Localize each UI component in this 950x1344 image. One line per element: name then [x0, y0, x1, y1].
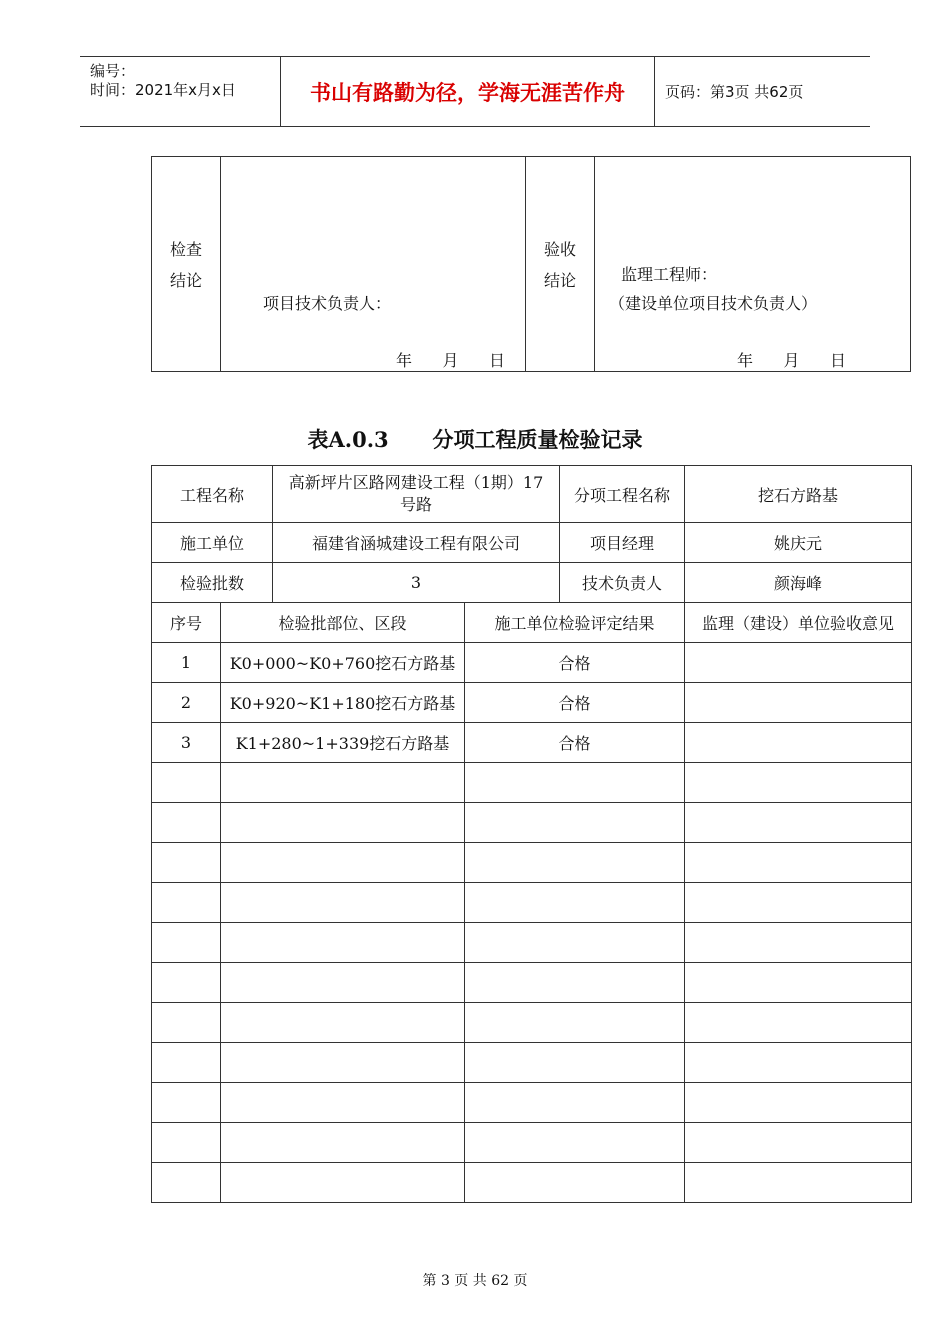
empty-cell — [465, 1003, 685, 1043]
empty-cell — [685, 1083, 912, 1123]
empty-cell — [221, 843, 465, 883]
empty-cell — [465, 1123, 685, 1163]
form-title: 表A.0.3 分项工程质量检验记录 — [307, 427, 643, 452]
row-result: 合格 — [465, 723, 685, 763]
empty-cell — [685, 1123, 912, 1163]
col-header-opinion: 监理（建设）单位验收意见 — [685, 603, 912, 643]
empty-cell — [221, 963, 465, 1003]
page-header — [80, 56, 870, 127]
sub-project-label: 分项工程名称 — [560, 466, 685, 523]
owner-lead-label: （建设单位项目技术负责人） — [609, 294, 818, 313]
empty-cell — [152, 963, 221, 1003]
header-motto: 书山有路勤为径，学海无涯苦作舟 — [281, 57, 655, 126]
empty-cell — [465, 1163, 685, 1203]
empty-cell — [152, 1123, 221, 1163]
col-header-no: 序号 — [152, 603, 221, 643]
empty-cell — [152, 763, 221, 803]
accept-label-1: 验收 — [543, 240, 576, 259]
header-page-info: 页码：第3页 共62页 — [665, 83, 804, 101]
empty-cell — [221, 803, 465, 843]
contractor-value: 福建省涵城建设工程有限公司 — [273, 523, 560, 563]
row-section: K0+000~K0+760挖石方路基 — [221, 643, 465, 683]
pm-label: 项目经理 — [560, 523, 685, 563]
empty-row — [152, 883, 912, 923]
project-name-label: 工程名称 — [152, 466, 273, 523]
batch-count-label: 检验批数 — [152, 563, 273, 603]
header-meta — [80, 57, 281, 126]
project-name-value: 高新坪片区路网建设工程（1期）17号路 — [273, 466, 560, 523]
empty-cell — [152, 1043, 221, 1083]
empty-cell — [685, 843, 912, 883]
empty-cell — [221, 1163, 465, 1203]
empty-cell — [152, 803, 221, 843]
row-no: 1 — [152, 643, 221, 683]
empty-row — [152, 1123, 912, 1163]
tech-lead-label: 项目技术负责人： — [263, 294, 392, 313]
row-section: K1+280~1+339挖石方路基 — [221, 723, 465, 763]
accept-label-2: 结论 — [543, 271, 576, 290]
empty-row — [152, 1043, 912, 1083]
empty-row — [152, 923, 912, 963]
empty-cell — [685, 1163, 912, 1203]
table-row — [152, 723, 912, 763]
empty-row — [152, 803, 912, 843]
page-footer: 第 3 页 共 62 页 — [422, 1273, 528, 1289]
empty-cell — [685, 923, 912, 963]
empty-row — [152, 963, 912, 1003]
empty-row — [152, 763, 912, 803]
empty-cell — [221, 883, 465, 923]
date-left: 年 月 日 — [395, 351, 505, 370]
row-no: 3 — [152, 723, 221, 763]
col-header-result: 施工单位检验评定结果 — [465, 603, 685, 643]
empty-cell — [465, 843, 685, 883]
empty-cell — [465, 763, 685, 803]
empty-cell — [685, 763, 912, 803]
row-opinion — [685, 643, 912, 683]
inspection-record-table — [151, 465, 912, 1203]
empty-row — [152, 1163, 912, 1203]
accept-conclusion-cell — [595, 157, 911, 372]
empty-cell — [221, 1043, 465, 1083]
empty-cell — [221, 1003, 465, 1043]
row-opinion — [685, 723, 912, 763]
check-conclusion-label-cell — [152, 157, 221, 372]
empty-cell — [221, 763, 465, 803]
row-result: 合格 — [465, 683, 685, 723]
empty-row — [152, 1083, 912, 1123]
batch-count-value: 3 — [273, 563, 560, 603]
accept-conclusion-label-cell — [526, 157, 595, 372]
empty-cell — [465, 923, 685, 963]
row-opinion — [685, 683, 912, 723]
empty-cell — [685, 1003, 912, 1043]
empty-row — [152, 1003, 912, 1043]
number-label: 编号： — [90, 62, 136, 80]
check-conclusion-cell — [221, 157, 526, 372]
date-right: 年 月 日 — [736, 351, 846, 370]
sub-project-value: 挖石方路基 — [685, 466, 912, 523]
empty-cell — [685, 883, 912, 923]
time-label: 时间：2021年x月x日 — [90, 81, 236, 99]
tech-lead-table-label: 技术负责人 — [560, 563, 685, 603]
empty-cell — [465, 1083, 685, 1123]
check-label-1: 检查 — [169, 240, 202, 259]
empty-cell — [465, 1043, 685, 1083]
empty-cell — [685, 963, 912, 1003]
empty-cell — [152, 923, 221, 963]
empty-cell — [221, 923, 465, 963]
conclusion-table — [151, 156, 911, 372]
row-section: K0+920~K1+180挖石方路基 — [221, 683, 465, 723]
empty-cell — [152, 843, 221, 883]
empty-row — [152, 843, 912, 883]
check-label-2: 结论 — [169, 271, 202, 290]
col-header-section: 检验批部位、区段 — [221, 603, 465, 643]
empty-cell — [685, 803, 912, 843]
empty-cell — [221, 1123, 465, 1163]
empty-cell — [152, 1163, 221, 1203]
empty-cell — [152, 883, 221, 923]
table-row — [152, 683, 912, 723]
row-no: 2 — [152, 683, 221, 723]
empty-cell — [152, 1083, 221, 1123]
tech-lead-value: 颜海峰 — [685, 563, 912, 603]
supervisor-label: 监理工程师： — [621, 265, 718, 284]
empty-cell — [685, 1043, 912, 1083]
empty-cell — [221, 1083, 465, 1123]
contractor-label: 施工单位 — [152, 523, 273, 563]
row-result: 合格 — [465, 643, 685, 683]
empty-cell — [152, 1003, 221, 1043]
pm-value: 姚庆元 — [685, 523, 912, 563]
empty-cell — [465, 803, 685, 843]
table-row — [152, 643, 912, 683]
empty-cell — [465, 963, 685, 1003]
empty-cell — [465, 883, 685, 923]
